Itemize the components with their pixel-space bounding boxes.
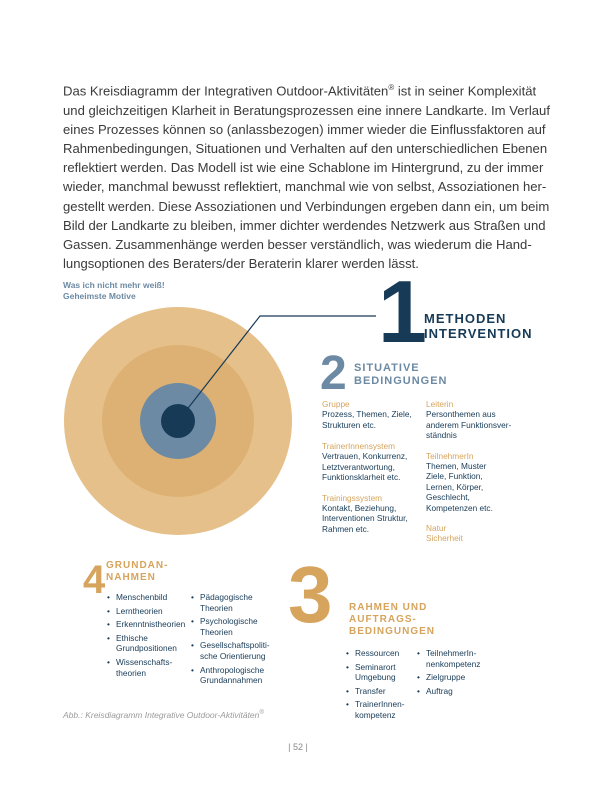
section-4-heading-line: GRUNDAN- xyxy=(106,560,169,571)
group-text: Sicherheit xyxy=(426,533,463,543)
section-3-right-list xyxy=(417,648,507,699)
section-3-heading-line: BEDINGUNGEN xyxy=(349,626,436,637)
section-3-heading xyxy=(349,602,435,638)
para-line: und gleichzeitigen Klarheit in Beratungsprozessen eine innere Landkarte. Im Verlauf xyxy=(63,102,550,118)
section-2-heading-line: BEDINGUNGEN xyxy=(354,375,448,387)
list-item: • Ethische Grundpositionen xyxy=(107,633,192,654)
circle-label-line-2: Geheimste Motive xyxy=(63,291,136,301)
para-line: eines Prozesses können so (anlassbezogen) immer wieder die Einflussfaktoren auf xyxy=(63,121,546,137)
group-text: Themen, Muster xyxy=(426,460,487,471)
section-4-right-list xyxy=(191,592,281,689)
circle-label-line-1: Was ich nicht mehr weiß! xyxy=(63,280,165,290)
group-text: Vertrauen, Konkurrenz, xyxy=(322,451,408,461)
group-trainerinnensystem xyxy=(322,441,422,483)
section-1-number: 1 xyxy=(378,262,427,361)
section-2-number: 2 xyxy=(320,347,347,400)
group-text: Ziele, Funktion, xyxy=(426,471,483,481)
para-line: gestellt werden. Diese Assoziationen und Verbindungen ergeben dann ein, um beim xyxy=(63,198,550,214)
group-text: Funktionsklarheit etc. xyxy=(322,472,401,482)
group-title: TeilnehmerIn xyxy=(426,450,474,461)
group-text: Kompetenzen etc. xyxy=(426,502,493,513)
list-item: • Wissenschafts- theorien xyxy=(107,657,192,678)
section-2-heading-line: SITUATIVE xyxy=(354,362,420,374)
list-item: • Menschenbild xyxy=(107,592,192,603)
group-text: Rahmen etc. xyxy=(322,523,370,534)
group-title: Trainingssystem xyxy=(322,492,383,503)
para-line: lungsoptionen des Beraters/der Beraterin klarer werden lässt. xyxy=(63,256,419,272)
section-3-heading-line: AUFTRAGS- xyxy=(349,614,417,625)
caption-text: Abb.: Kreisdiagramm Integrative Outdoor-Aktivitäten xyxy=(63,710,260,720)
section-4-heading xyxy=(106,560,168,584)
figure-caption xyxy=(63,710,264,720)
para-line: Gassen. Zusammenhänge werden besser verständlich, was wiederum die Hand- xyxy=(63,236,532,252)
list-item: • Auftrag xyxy=(417,686,507,697)
para-line: Bild der Landkarte zu bleiben, immer dichter werdendes Netzwerk aus Straßen und xyxy=(63,217,546,233)
para-line: wieder, manchmal bewusst reflektiert, manchmal wie von selbst, Assoziationen her- xyxy=(63,179,547,195)
section-2-left-column xyxy=(322,399,422,534)
caption-mark: ® xyxy=(259,710,264,717)
group-text: Lernen, Körper, xyxy=(426,481,484,492)
list-item: • Zielgruppe xyxy=(417,672,507,683)
list-item: • TrainerInnen- kompetenz xyxy=(346,699,416,720)
section-3-left-list xyxy=(346,648,416,724)
list-item: • Lerntheorien xyxy=(107,606,192,617)
section-1-heading xyxy=(424,311,533,341)
group-natur xyxy=(426,523,536,543)
list-item: • TeilnehmerIn- nenkompetenz xyxy=(417,648,507,669)
section-4-left-list xyxy=(107,592,192,681)
list-item: • Gesellschaftspoliti- sche Orientierung xyxy=(191,640,281,661)
list-item: • Transfer xyxy=(346,686,416,697)
section-1-heading-line: INTERVENTION xyxy=(424,326,533,341)
section-3-number: 3 xyxy=(288,550,333,639)
group-title: Gruppe xyxy=(322,399,350,409)
section-4-heading-line: NAHMEN xyxy=(106,572,156,583)
section-3-heading-line: RAHMEN UND xyxy=(349,602,428,613)
group-text: Interventionen Struktur, xyxy=(322,513,408,523)
group-title: TrainerInnensystem xyxy=(322,441,396,451)
section-1-heading-line: METHODEN xyxy=(424,311,507,326)
group-leiterin xyxy=(426,399,536,441)
para-line: Das Kreisdiagramm der Integrativen Outdoor-Aktivitäten® ist in seiner Komplexität xyxy=(63,83,537,99)
section-4-number: 4 xyxy=(83,558,106,602)
group-title: Leiterin xyxy=(426,399,454,409)
page-number: | 52 | xyxy=(288,742,308,752)
section-2-right-column xyxy=(426,399,536,543)
para-line: Rahmenbedingungen, Situationen und Verhalten auf den unterschiedlichen Ebenen xyxy=(63,140,548,156)
group-gruppe xyxy=(322,399,422,430)
group-teilnehmerin xyxy=(426,451,536,514)
list-item: • Ressourcen xyxy=(346,648,416,659)
group-text: Strukturen etc. xyxy=(322,419,376,430)
list-item: • Pädagogische Theorien xyxy=(191,592,281,613)
group-text: Letztverantwortung, xyxy=(322,461,395,472)
group-text: ständnis xyxy=(426,430,457,440)
group-text: Geschlecht, xyxy=(426,492,470,502)
section-2-heading xyxy=(354,362,448,388)
group-text: Prozess, Themen, Ziele, xyxy=(322,409,412,419)
group-title: Natur xyxy=(426,523,447,533)
group-trainingssystem xyxy=(322,493,422,535)
list-item: • Anthropologische Grundannahmen xyxy=(191,665,281,686)
list-item: • Seminarort Umgebung xyxy=(346,662,416,683)
list-item: • Psychologische Theorien xyxy=(191,616,281,637)
group-text: Kontakt, Beziehung, xyxy=(322,502,397,513)
group-text: anderem Funktionsver- xyxy=(426,419,512,430)
group-text: Personthemen aus xyxy=(426,409,496,419)
para-line: reflektiert werden. Das Modell ist wie eine Schablone im Hintergrund, zu der immer xyxy=(63,160,544,176)
list-item: • Erkenntnistheorien xyxy=(107,619,192,630)
